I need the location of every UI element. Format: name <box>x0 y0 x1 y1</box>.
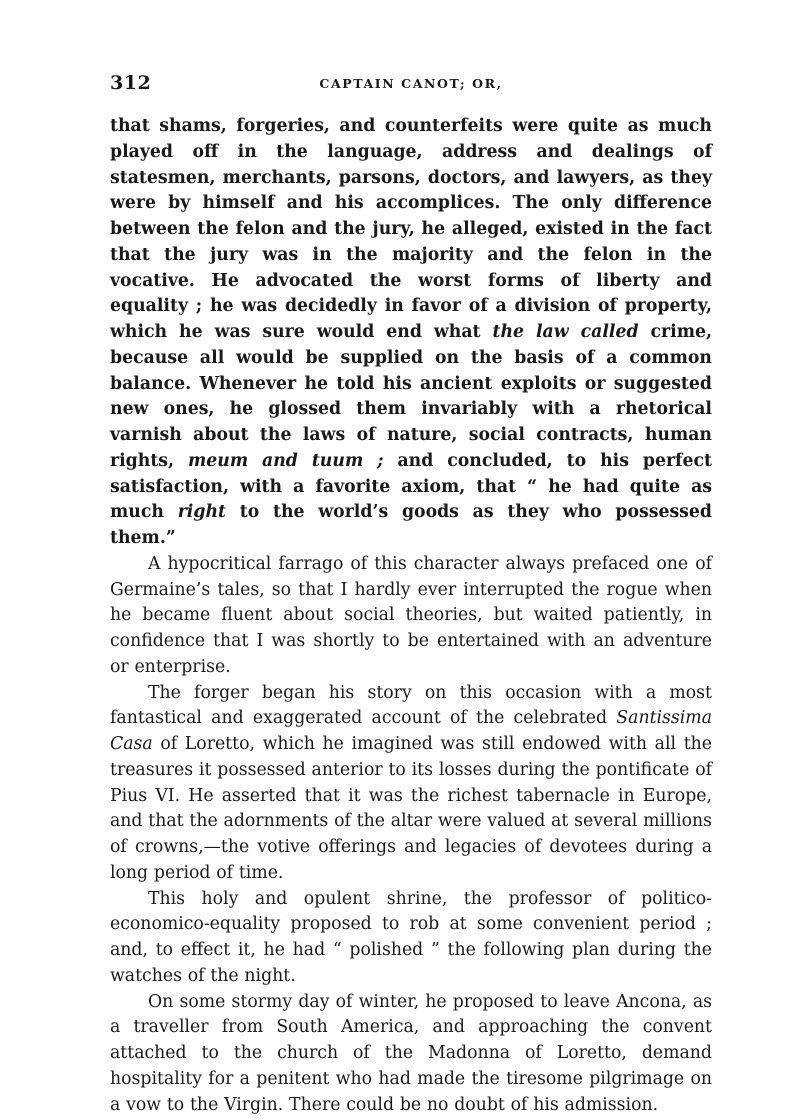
paragraph-1-text-3: and concluded, to his perfect satisfaction, with a favorite axiom, that “ he had quite as much <box>110 450 712 523</box>
paragraph-1-italic-the-law-called: the law called <box>492 322 639 342</box>
paragraph-4-text-1: This holy and opulent shrine, the professor of politico-economico-equality proposed to rob at some convenient period ; and, to effect it, he had “ polished ” the following plan during the watches of the night. <box>110 888 712 986</box>
running-head <box>110 72 712 106</box>
body-text <box>110 114 712 1118</box>
paragraph-2-text-1: A hypocritical farrago of this character always prefaced one of Germaine’s tales, so that I hardly ever interrupted the rogue when he became fluent about social theories, but waited patiently, in confidence that I was shortly to be entertained with an adventure or enterprise. <box>110 553 712 677</box>
paragraph-3-text-1: The forger began his story on this occasion with a most fantastical and exaggerated account of the celebrated <box>110 682 712 729</box>
paragraph-3 <box>110 681 712 887</box>
running-title: CAPTAIN CANOT; OR, <box>319 76 503 91</box>
paragraph-1-text-2: crime, because all would be supplied on the basis of a common balance. Whenever he told his ancient exploits or suggested new ones, he glossed them invariably with a rhetorical varnish about the laws of nature, social contracts, human rights, <box>110 322 712 471</box>
paragraph-1-italic-right: right <box>177 502 226 523</box>
paragraph-1-italic-meum-and-tuum: meum and tuum ; <box>187 450 384 471</box>
book-page <box>110 72 712 1118</box>
paragraph-1-text-4: to the world’s goods as they who possessed them.” <box>110 502 712 548</box>
page-number: 312 <box>110 72 152 94</box>
paragraph-4 <box>110 887 712 990</box>
paragraph-5 <box>110 990 712 1119</box>
paragraph-1 <box>110 114 712 552</box>
paragraph-1-text-1: that shams, forgeries, and counterfeits were quite as much played off in the language, address and dealings of statesmen, merchants, parsons, doctors, and lawyers, as they were by himself and his accomplices. The only difference between the felon and the jury, he alleged, existed in the fact that the jury was in the majority and the felon in the vocative. He advocated the worst forms of liberty and equality ; he was decidedly in favor of a division of property, which he was sure would end what <box>110 116 712 342</box>
paragraph-5-text-1: On some stormy day of winter, he proposed to leave Ancona, as a traveller from South America, and approaching the convent attached to the church of the Madonna of Loretto, demand hospitality for a penitent who had made the tiresome pilgrimage on a vow to the Virgin. There could be no doubt of his admission. <box>110 991 712 1115</box>
paragraph-3-italic-santissima-casa: Santissima Casa <box>110 708 712 754</box>
paragraph-2 <box>110 552 712 681</box>
paragraph-3-text-2: of Loretto, which he imagined was still endowed with all the treasures it possessed anterior to its losses during the pontificate of Pius VI. He asserted that it was the richest tabernacle in Europe, and that the adornments of the altar were valued at several millions of crowns,—the votive offerings and legacies of devotees during a long period of time. <box>110 734 712 883</box>
